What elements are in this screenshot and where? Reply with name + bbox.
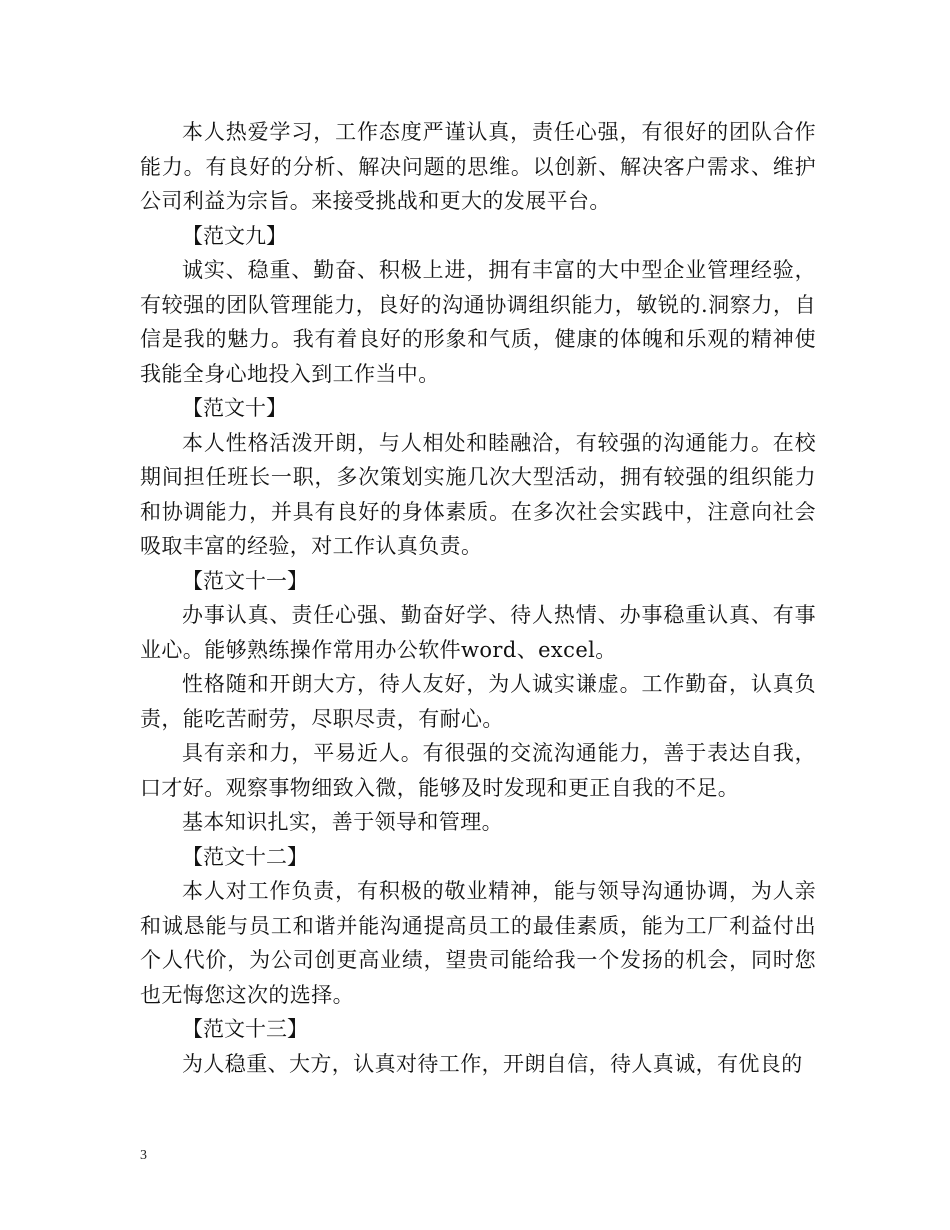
section-heading: 【范文十二】 bbox=[182, 844, 308, 869]
page-number: 3 bbox=[140, 1148, 147, 1163]
paragraph: 基本知识扎实，善于领导和管理。 bbox=[182, 810, 503, 834]
section-heading: 【范文十一】 bbox=[182, 568, 308, 593]
section-heading: 【范文十三】 bbox=[182, 1017, 308, 1041]
section-heading: 【范文九】 bbox=[182, 223, 287, 248]
paragraph: 本人热爱学习，工作态度严谨认真，责任心强，有很好的团队合作能力。有良好的分析、解决问题的思维。以创新、解决客户需求、维护公司利益为宗旨。来接受挑战和更大的发展平台。 bbox=[140, 120, 816, 213]
paragraph: 本人对工作负责，有积极的敬业精神，能与领导沟通协调，为人亲和诚恳能与员工和谐并能沟通提高员工的最佳素质，能为工厂利益付出个人代价，为公司创更高业绩，望贵司能给我一个发扬的机会，同时您也无悔您这次的选择。 bbox=[140, 879, 816, 1007]
document-body bbox=[140, 115, 816, 1081]
paragraph: 性格随和开朗大方，待人友好，为人诚实谦虚。工作勤奋，认真负责，能吃苦耐劳，尽职尽责，有耐心。 bbox=[140, 672, 816, 731]
paragraph: 办事认真、责任心强、勤奋好学、待人热情、办事稳重认真、有事业心。能够熟练操作常用办公软件word、excel。 bbox=[140, 603, 816, 662]
section-heading: 【范文十】 bbox=[182, 396, 287, 420]
paragraph: 诚实、稳重、勤奋、积极上进，拥有丰富的大中型企业管理经验，有较强的团队管理能力，良好的沟通协调组织能力，敏锐的.洞察力，自信是我的魅力。我有着良好的形象和气质，健康的体魄和乐观的精神使我能全身心地投入到工作当中。 bbox=[140, 258, 816, 386]
paragraph: 本人性格活泼开朗，与人相处和睦融洽，有较强的沟通能力。在校期间担任班长一职，多次策划实施几次大型活动，拥有较强的组织能力和协调能力，并具有良好的身体素质。在多次社会实践中，注意向社会吸取丰富的经验，对工作认真负责。 bbox=[140, 430, 816, 558]
paragraph: 具有亲和力，平易近人。有很强的交流沟通能力，善于表达自我，口才好。观察事物细致入微，能够及时发现和更正自我的不足。 bbox=[140, 741, 816, 800]
paragraph: 为人稳重、大方，认真对待工作，开朗自信，待人真诚，有优良的 bbox=[182, 1051, 803, 1076]
